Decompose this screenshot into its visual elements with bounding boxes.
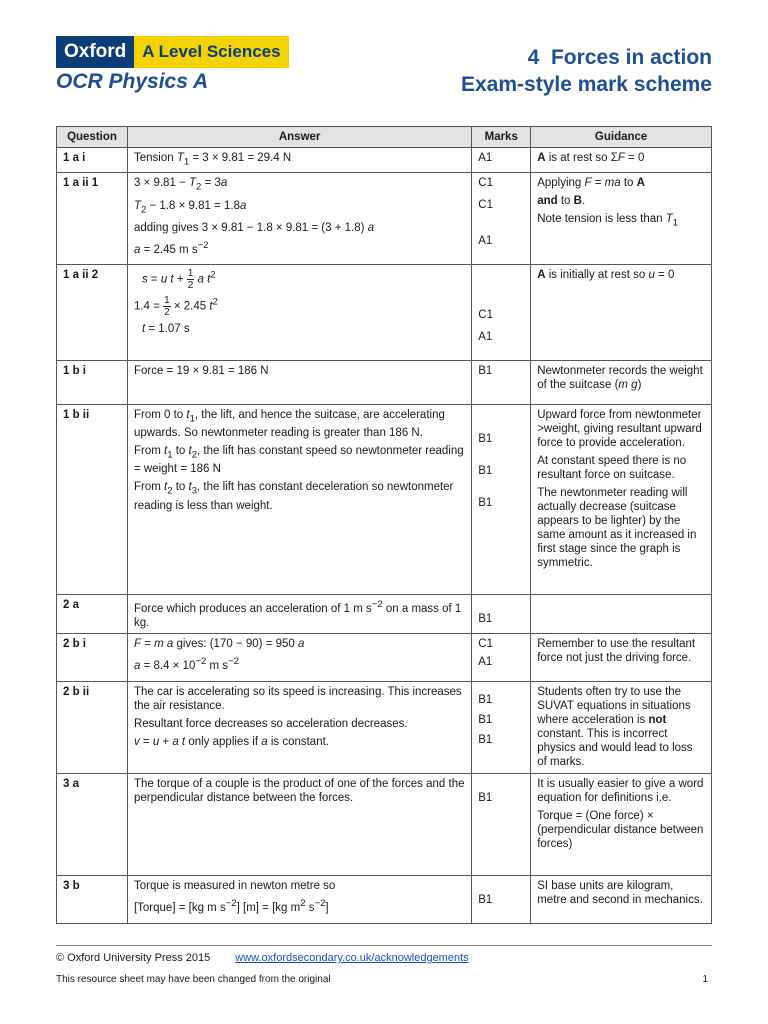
guidance-cell: Remember to use the resultant force not just the driving force. [531, 633, 712, 681]
table-header-row [57, 127, 712, 148]
table-row [57, 681, 712, 773]
oxford-logo [56, 36, 289, 68]
question-cell: 1 a ii 1 [57, 173, 128, 264]
header-question: Question [57, 127, 128, 148]
chapter-title: 4 Forces in action [527, 46, 712, 69]
header-marks: Marks [472, 127, 531, 148]
marks-cell: B1 [472, 360, 531, 404]
page-number: 1 [702, 974, 708, 985]
guidance-cell: A is initially at rest so u = 0 [531, 264, 712, 360]
table-row [57, 360, 712, 404]
table-row [57, 404, 712, 594]
question-cell: 3 a [57, 773, 128, 875]
marks-cell: C1 A1 [472, 264, 531, 360]
logo-series: A Level Sciences [134, 36, 288, 68]
question-cell: 2 a [57, 594, 128, 633]
answer-cell: The car is accelerating so its speed is increasing. This increases the air resistance. Resultant force decreases so acceleration decreases. v = u + a t only applies if a is constant. [127, 681, 471, 773]
guidance-cell: Newtonmeter records the weight of the suitcase (m g) [531, 360, 712, 404]
footer-divider [56, 945, 712, 946]
table-row [57, 633, 712, 681]
mark-scheme-table [56, 126, 712, 924]
marks-cell: B1 [472, 773, 531, 875]
question-cell: 1 a i [57, 148, 128, 173]
guidance-cell: Students often try to use the SUVAT equations in situations where acceleration is not constant. This is incorrect physics and would lead to loss of marks. [531, 681, 712, 773]
copyright-text: © Oxford University Press 2015 [56, 952, 211, 964]
table-row [57, 264, 712, 360]
question-cell: 3 b [57, 875, 128, 923]
table-row [57, 773, 712, 875]
chapter-heading [461, 44, 712, 98]
answer-cell: The torque of a couple is the product of one of the forces and the perpendicular distance between the forces. [127, 773, 471, 875]
header-guidance: Guidance [531, 127, 712, 148]
answer-cell: s = u t + $\frac{1}{2}$ a $t^2$ 1.4 = $\frac{1}{2}$ × 2.45 $t^2$ t = 1.07 s [127, 264, 471, 360]
table-row [57, 173, 712, 264]
answer-cell: F = m a gives: (170 − 90) = 950 a $a = 8.4 \times 10^{-2}$ m $s^{-2}$ [127, 633, 471, 681]
question-cell: 1 b i [57, 360, 128, 404]
guidance-cell: Applying F = ma to A and to B. Note tension is less than $T_1$ [531, 173, 712, 264]
header-answer: Answer [127, 127, 471, 148]
answer-cell: Tension $T_1 = 3 \times 9.81 = 29.4$ N [127, 148, 471, 173]
question-cell: 2 b ii [57, 681, 128, 773]
table-row [57, 148, 712, 173]
guidance-cell: It is usually easier to give a word equation for definitions i.e. Torque = (One force) × (perpendicular distance between forces) [531, 773, 712, 875]
document-title: Exam-style mark scheme [461, 73, 712, 96]
footer-note: This resource sheet may have been changed from the original [56, 974, 331, 985]
marks-cell: B1 [472, 875, 531, 923]
marks-cell: B1 [472, 594, 531, 633]
marks-cell: B1 B1 B1 [472, 681, 531, 773]
answer-cell: $3 \times 9.81 - T_2 = 3a$ $T_2 - 1.8 \times 9.81 = 1.8a$ adding gives 3 × 9.81 − 1.8 × 9.81 = (3 + 1.8) a a = 2.45 m $s^{-2}$ [127, 173, 471, 264]
marks-cell: C1 A1 [472, 633, 531, 681]
marks-cell: A1 [472, 148, 531, 173]
table-row [57, 594, 712, 633]
footer-copyright [56, 952, 469, 964]
subject-title: OCR Physics A [56, 70, 209, 93]
guidance-cell: A is at rest so ΣF = 0 [531, 148, 712, 173]
table-row [57, 875, 712, 923]
guidance-cell [531, 594, 712, 633]
answer-cell: Force = 19 × 9.81 = 186 N [127, 360, 471, 404]
guidance-cell: SI base units are kilogram, metre and second in mechanics. [531, 875, 712, 923]
marks-cell: C1 C1 A1 [472, 173, 531, 264]
question-cell: 1 a ii 2 [57, 264, 128, 360]
answer-cell: Torque is measured in newton metre so [Torque] = [kg m $s^{-2}$] [m] = [kg $m^2$ $s^{-2}$] [127, 875, 471, 923]
acknowledgements-link[interactable]: www.oxfordsecondary.co.uk/acknowledgements [235, 952, 469, 964]
answer-cell: Force which produces an acceleration of 1 m $s^{-2}$ on a mass of 1 kg. [127, 594, 471, 633]
logo-brand: Oxford [56, 36, 134, 68]
question-cell: 2 b i [57, 633, 128, 681]
marks-cell: B1 B1 B1 [472, 404, 531, 594]
answer-cell: From 0 to $t_1$, the lift, and hence the suitcase, are accelerating upwards. So newtonmeter reading is greater than 186 N. From $t_1$ to $t_2$, the lift has constant speed so newtonmeter reading = weight = 186 N From $t_2$ to $t_3$, the lift has constant deceleration so newtonmeter reading is less than weight. [127, 404, 471, 594]
question-cell: 1 b ii [57, 404, 128, 594]
guidance-cell: Upward force from newtonmeter >weight, giving resultant upward force to provide acceleration. At constant speed there is no resultant force on suitcase. The newtonmeter reading will actually decrease (suitcase appears to be lighter) by the same amount as it increased in first stage since the graph is symmetric. [531, 404, 712, 594]
